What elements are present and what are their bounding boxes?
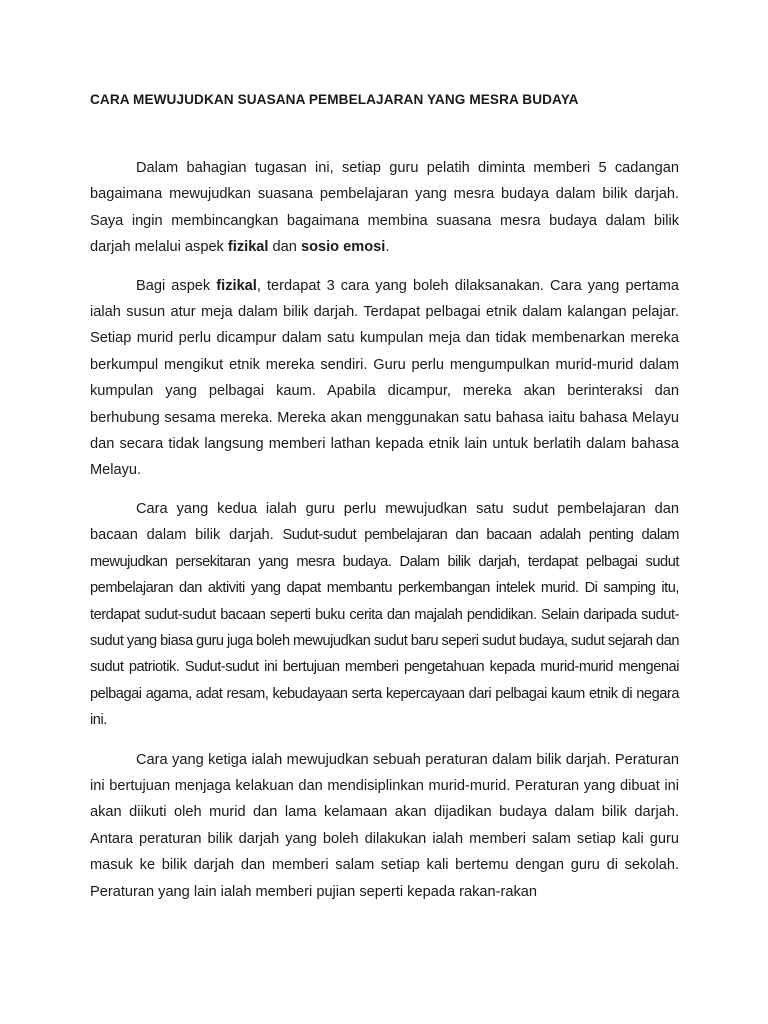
paragraph-text: Cara yang ketiga ialah mewujudkan sebuah peraturan dalam bilik darjah. Peraturan ini bertujuan menjaga kelakuan dan mendisiplinkan murid-murid. Peraturan yang dibuat ini akan diikuti oleh murid dan lama kelamaan akan dijadikan budaya dalam bilik darjah. Antara peraturan bilik darjah yang boleh dilakukan ialah memberi salam setiap kali guru masuk ke bilik darjah dan memberi salam setiap kali bertemu dengan guru di sekolah. Peraturan yang lain ialah memberi pujian seperti kepada rakan-rakan	[90, 751, 679, 900]
paragraph-text: dan	[268, 239, 301, 256]
document-title: CARA MEWUJUDKAN SUASANA PEMBELAJARAN YANG MESRA BUDAYA	[90, 92, 579, 107]
paragraph-introduction	[90, 155, 679, 261]
bold-term-fizikal: fizikal	[227, 239, 269, 256]
paragraph-learning-corner	[90, 496, 679, 734]
bold-term-fizikal: fizikal	[216, 277, 257, 294]
bold-term-sosio-emosi: sosio emosi	[300, 239, 386, 256]
paragraph-text-condensed: Sudut-sudut pembelajaran dan bacaan adalah penting dalam mewujudkan persekitaran yang mesra budaya. Dalam bilik darjah, terdapat pelbagai sudut pembelajaran dan aktiviti yang dapat membantu perkembangan intelek murid. Di samping itu, terdapat sudut-sudut bacaan seperti buku cerita dan majalah pendidikan. Selain daripada sudut-sudut yang biasa guru juga boleh mewujudkan sudut baru seperi sudut budaya, sudut sejarah dan sudut patriotik. Sudut-sudut ini bertujuan memberi pengetahuan kepada murid-murid mengenai pelbagai agama, adat resam, kebudayaan serta kepercayaan dari pelbagai kaum etnik di negara ini.	[90, 527, 680, 729]
paragraph-text: .	[385, 239, 390, 256]
paragraph-text: Bagi aspek	[136, 277, 217, 294]
paragraph-text: , terdapat 3 cara yang boleh dilaksanakan. Cara yang pertama ialah susun atur meja dalam bilik darjah. Terdapat pelbagai etnik dalam kalangan pelajar. Setiap murid perlu dicampur dalam satu kumpulan meja dan tidak membenarkan mereka berkumpul mengikut etnik mereka sendiri. Guru perlu mengumpulkan murid-murid dalam kumpulan yang pelbagai kaum. Apabila dicampur, mereka akan berinteraksi dan berhubung sesama mereka. Mereka akan menggunakan satu bahasa iaitu bahasa Melayu dan secara tidak langsung memberi lathan kepada etnik lain untuk berlatih dalam bahasa Melayu.	[90, 277, 680, 479]
paragraph-text: Dalam bahagian tugasan ini, setiap guru pelatih diminta memberi 5 cadangan bagaimana mewujudkan suasana pembelajaran yang mesra budaya dalam bilik darjah. Saya ingin membincangkan bagaimana membina suasana mesra budaya dalam bilik darjah melalui aspek	[90, 160, 679, 256]
paragraph-fizikal-aspect	[90, 273, 679, 484]
document-page	[90, 90, 679, 905]
paragraph-text: Cara yang kedua ialah guru perlu mewujudkan satu sudut pembelajaran dan bacaan dalam bilik darjah.	[90, 500, 679, 544]
paragraph-classroom-rules	[90, 747, 679, 905]
